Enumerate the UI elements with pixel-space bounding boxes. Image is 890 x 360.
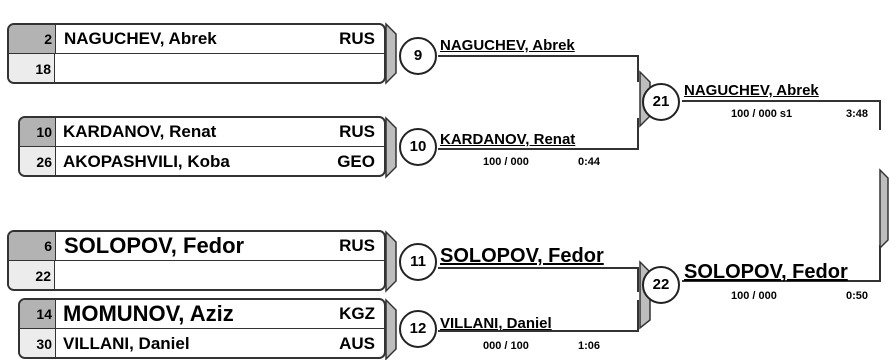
match-box-1 [7,23,386,84]
competitor-name: NAGUCHEV, Abrek [64,29,217,48]
seed-number: 30 [20,329,56,359]
competitor-row [9,261,384,291]
match-time: 1:06 [578,340,601,352]
match-winner: SOLOPOV, Fedor [440,245,604,267]
connector-tab [386,232,396,291]
competitor-name: VILLANI, Daniel [63,334,190,353]
country-code: RUS [339,29,375,48]
seed-number: 26 [20,147,56,177]
match-number-circle: 22 [642,266,680,304]
connector-tab [386,300,396,359]
match-winner: SOLOPOV, Fedor [684,261,848,283]
match-number-circle: 9 [399,37,437,75]
match-score: 100 / 000 [731,290,777,302]
country-code: KGZ [339,304,375,323]
match-box-2 [18,116,386,177]
match-number-circle: 11 [399,243,437,281]
match-number-circle: 12 [399,310,437,348]
match-number-circle: 10 [399,128,437,166]
competitor-name: KARDANOV, Renat [63,122,217,141]
seed-number: 22 [9,261,55,291]
competitor-row [20,329,384,359]
competitor-name: AKOPASHVILI, Koba [63,152,230,171]
match-score: 100 / 000 s1 [731,108,793,120]
match-number-circle: 21 [642,83,680,121]
bracket-line [438,268,638,292]
match-box-4 [18,298,386,359]
seed-number: 2 [9,25,56,53]
seed-number: 10 [20,118,56,146]
match-time: 0:50 [846,290,869,302]
competitor-row [20,118,384,147]
match-score: 100 / 000 [483,156,529,168]
bracket-line [438,56,638,82]
country-code: AUS [339,334,375,353]
connector-tab [386,118,396,177]
seed-number: 6 [9,232,56,260]
competitor-row [9,25,384,54]
match-time: 3:48 [846,108,869,120]
country-code: RUS [339,236,375,255]
match-winner: KARDANOV, Renat [440,131,576,148]
connector-tab [880,170,888,248]
country-code: RUS [339,122,375,141]
competitor-name: SOLOPOV, Fedor [64,233,245,258]
match-box-3 [7,230,386,291]
competitor-name: MOMUNOV, Aziz [63,301,234,326]
match-score: 000 / 100 [483,340,529,352]
competitor-row [9,232,384,261]
connector-tab [386,24,396,83]
competitor-row [9,54,384,84]
match-winner: NAGUCHEV, Abrek [440,37,575,54]
competitor-row [20,300,384,329]
seed-number: 18 [9,54,55,84]
seed-number: 14 [20,300,56,328]
competitor-row [20,147,384,177]
match-winner: NAGUCHEV, Abrek [684,82,819,99]
country-code: GEO [337,152,375,171]
match-winner: VILLANI, Daniel [440,315,552,332]
match-time: 0:44 [578,156,601,168]
